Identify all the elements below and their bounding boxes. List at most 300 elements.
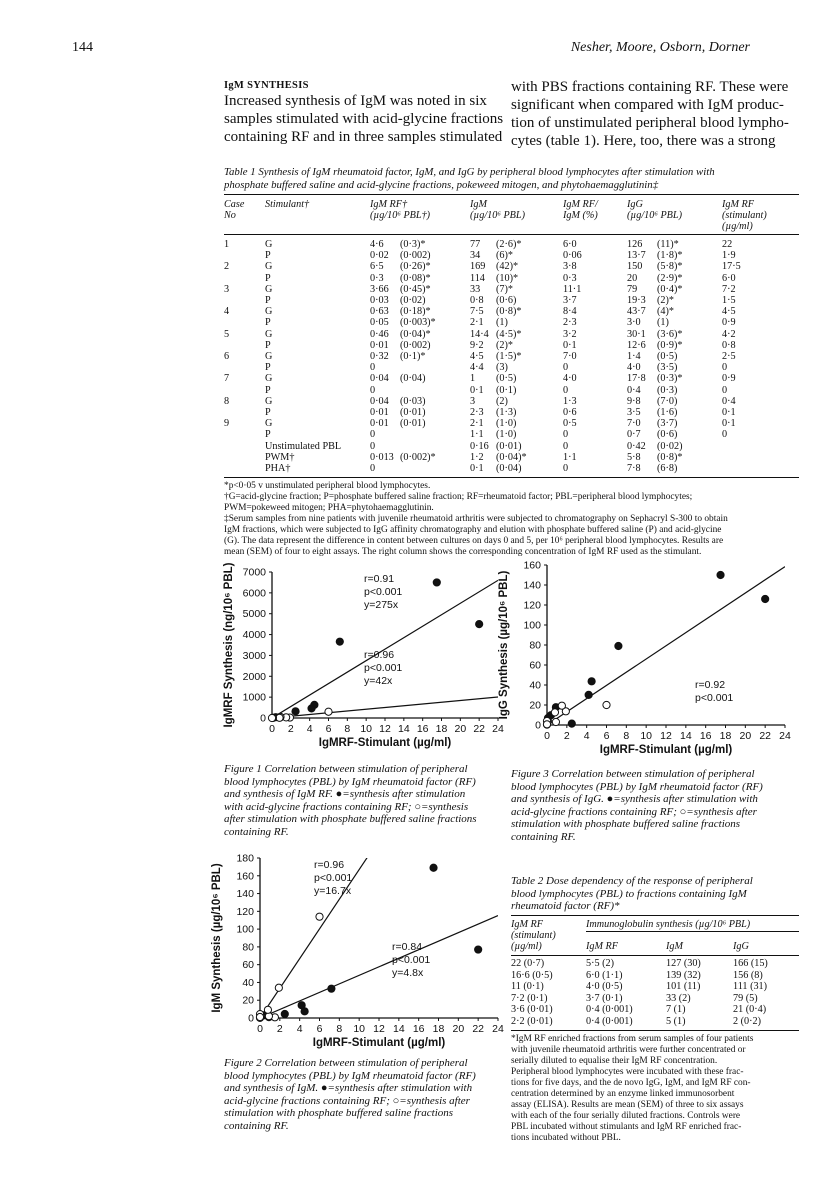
text-line: Increased synthesis of IgM was noted in six: [224, 93, 487, 109]
table-cell-stimconc: 0·4: [722, 395, 736, 407]
header-line: IgM (%): [563, 210, 598, 221]
table-row: [224, 396, 799, 407]
table-cell-stimconc: 0·1: [722, 418, 736, 430]
y-tick-label: 0: [535, 719, 541, 732]
table-cell-ratio: 7·0: [563, 351, 577, 363]
x-tick-label: 10: [360, 723, 373, 735]
x-tick-label: 18: [435, 723, 448, 735]
x-tick-label: 6: [316, 1023, 323, 1035]
table-cell-rf: 5·5 (2): [586, 958, 615, 969]
table-row: [224, 340, 799, 351]
table-row: [224, 329, 799, 340]
table-cell-igm-sem: (1): [496, 317, 508, 329]
fit-annotation: r=0.96: [314, 859, 345, 871]
table-cell-igm-sem: (0·01): [496, 440, 522, 452]
x-tick-label: 4: [296, 1023, 303, 1035]
table-cell-case: 7: [224, 373, 230, 385]
data-point-filled: [430, 864, 437, 871]
fit-annotation: p<0.001: [314, 872, 353, 884]
footnote-line: ‡Serum samples from nine patients with juvenile rheumatoid arthritis were subjected to chromatography on Sephacryl S-300 to obtain: [224, 514, 728, 524]
header-line: Case: [224, 199, 245, 210]
y-tick-label: 140: [523, 579, 541, 592]
data-point-filled: [298, 1002, 305, 1009]
table-cell-case: 2: [224, 261, 230, 273]
fit-annotation: y=42x: [364, 675, 393, 687]
table-cell-stimconc: [722, 452, 799, 463]
footnote-line: (G). The data represent the difference in content between cultures on days 0 and 5, per 10⁶ peripheral blood lymphocytes. Results are: [224, 536, 724, 546]
x-tick-label: 8: [344, 723, 351, 735]
footnote-line: mean (SEM) of four to eight assays. The right column shows the corresponding concentration of IgM RF used as the stimulant.: [224, 547, 702, 557]
table-row: [224, 418, 799, 429]
table-cell-stim: 16·6 (0·5): [511, 969, 553, 981]
table-cell-stim: G: [265, 328, 273, 340]
table-cell-igm: 139 (32): [666, 969, 701, 981]
table-cell-rf-sem: (0·04): [400, 373, 426, 385]
table-row: [224, 250, 799, 261]
table-cell-igm: 77: [470, 239, 481, 250]
data-point-filled: [717, 571, 724, 578]
fit-annotation: r=0.84: [392, 941, 423, 953]
table-cell-stim: Unstimulated PBL: [265, 440, 342, 452]
data-point-open: [256, 1013, 263, 1020]
y-tick-label: 20: [529, 699, 541, 712]
table-cell-ratio: 8·4: [563, 306, 577, 318]
table-cell-stim: G: [265, 239, 273, 250]
fit-annotation: r=0.96: [364, 649, 395, 661]
x-tick-label: 20: [452, 1023, 465, 1035]
table-cell-ratio: 0: [563, 440, 569, 452]
table-cell-igm: 34: [470, 250, 481, 262]
table-cell-stim: P: [265, 384, 271, 396]
table2-group-rule: [586, 931, 799, 932]
table-cell-case: [224, 429, 265, 440]
table-cell-igg-sem: (5·8)*: [657, 261, 683, 273]
table-cell-rf-sem: [400, 429, 470, 440]
table-cell-igm: 0·16: [470, 440, 489, 452]
table2-top-rule: [511, 915, 799, 916]
t2-col-igmrf: IgM RF: [586, 941, 618, 952]
table-cell-rf: 6·5: [370, 261, 384, 273]
y-tick-label: 140: [236, 888, 254, 901]
caption-line: with acid-glycine fractions containing RF; ○=synthesis: [224, 800, 469, 813]
table-cell-rf-sem: (0·002): [400, 250, 431, 262]
t2-col-igg: IgG: [733, 941, 749, 952]
caption-line: Table 2 Dose dependency of the response of peripheral: [511, 875, 753, 887]
table2-bottom-rule: [511, 1030, 799, 1031]
table-cell-case: [224, 273, 265, 284]
table-cell-stim: P: [265, 317, 271, 329]
table-row: [511, 981, 799, 993]
caption-line: blood lymphocytes (PBL) by IgM rheumatoid factor (RF): [511, 780, 763, 793]
table-cell-igg-sem: (0·5): [657, 351, 678, 363]
table-cell-rf-sem: (0·18)*: [400, 306, 431, 318]
table-row: [224, 295, 799, 306]
table-cell-rf: 0·02: [370, 250, 389, 262]
table-row: [224, 407, 799, 418]
t1-col-igmrf: [370, 199, 430, 221]
y-tick-label: 80: [242, 941, 254, 954]
table-cell-igg-sem: (0·4)*: [657, 283, 683, 295]
table-cell-rf-sem: (0·01): [400, 418, 426, 430]
table-cell-rf: 0·3: [370, 272, 384, 284]
table-cell-igg: 4·0: [627, 362, 641, 374]
table-cell-stim: P: [265, 429, 271, 441]
x-tick-label: 18: [719, 730, 732, 742]
table-cell-stim: P: [265, 295, 271, 307]
table-cell-case: [224, 463, 265, 474]
table-cell-igg-sem: (11)*: [657, 239, 679, 250]
table-cell-stim: P: [265, 362, 271, 374]
table-cell-igg-sem: (6·8): [657, 463, 678, 475]
data-point-filled: [585, 691, 592, 698]
table-cell-igg-sem: (1·8)*: [657, 250, 683, 262]
table-cell-rf-sem: (0·003)*: [400, 317, 436, 329]
table-cell-case: [224, 452, 265, 463]
table-cell-igm-sem: (0·04): [496, 463, 522, 475]
x-tick-label: 0: [544, 730, 550, 742]
table-cell-igg: 20: [627, 272, 638, 284]
footnote-line: centration determined by an enzyme linked immunosorbent: [511, 1089, 735, 1099]
y-tick-label: 3000: [242, 649, 266, 662]
table2: [511, 958, 799, 1027]
fit-annotation: p<0.001: [364, 662, 403, 674]
table1-footnotes: [224, 481, 804, 558]
table-cell-stimconc: 0·9: [722, 317, 736, 329]
left-column-text: [224, 92, 506, 146]
table-cell-rf: 4·6: [370, 239, 384, 250]
table-cell-case: [224, 295, 265, 306]
x-tick-label: 20: [739, 730, 752, 742]
table-cell-case: [224, 317, 265, 328]
running-head-authors: Nesher, Moore, Osborn, Dorner: [570, 40, 750, 55]
table-cell-igm-sem: (4·5)*: [496, 328, 522, 340]
fit-annotation: y=4.8x: [392, 967, 424, 979]
x-tick-label: 24: [492, 723, 504, 735]
x-tick-label: 16: [412, 1023, 425, 1035]
caption-line: and synthesis of IgM. ●=synthesis after stimulation with: [224, 1082, 473, 1094]
table-cell-igm: 1: [470, 373, 476, 385]
table-cell-igm-sem: (1·0): [496, 429, 517, 441]
fit-annotation: y=275x: [364, 599, 399, 611]
table-cell-igg-sem: (0·8)*: [657, 451, 683, 463]
x-axis-label: IgMRF-Stimulant (µg/ml): [599, 744, 733, 756]
table-cell-igm-sem: (0·5): [496, 373, 517, 385]
table-cell-ratio: 0·06: [563, 250, 582, 262]
fit-annotation: p<0.001: [392, 954, 431, 966]
x-tick-label: 2: [563, 730, 570, 742]
text-line: samples stimulated with acid-glycine fractions: [224, 111, 504, 127]
table-cell-igg: 0·7: [627, 429, 641, 441]
table-cell-rf: 0·03: [370, 295, 389, 307]
table-cell-ratio: 0·6: [563, 407, 577, 419]
t1-col-stimconc: [722, 199, 767, 232]
table-cell-stimconc: 4·2: [722, 328, 736, 340]
table-cell-igg: 126: [627, 239, 643, 250]
data-point-open: [275, 984, 282, 991]
table-cell-igg-sem: (2)*: [657, 295, 674, 307]
fit-annotation: p<0.001: [364, 586, 403, 598]
x-tick-label: 4: [306, 723, 313, 735]
table-cell-igm: 0·1: [470, 384, 484, 396]
x-tick-label: 0: [269, 723, 275, 735]
y-tick-label: 60: [242, 959, 254, 972]
table-cell-rf: 0: [370, 463, 376, 475]
x-tick-label: 24: [492, 1023, 504, 1035]
table-cell-igm: 4·4: [470, 362, 484, 374]
y-tick-label: 80: [529, 639, 541, 652]
y-tick-label: 100: [236, 923, 254, 936]
y-tick-label: 7000: [242, 566, 266, 579]
table-cell-stim: 11 (0·1): [511, 981, 544, 992]
table-cell-ratio: 0: [563, 362, 569, 374]
table-cell-rf-sem: (0·002)*: [400, 451, 436, 463]
y-tick-label: 20: [242, 994, 254, 1007]
table-cell-rf: 0·01: [370, 339, 389, 351]
header-line: IgM RF: [722, 199, 754, 210]
figure2-caption: [224, 1057, 506, 1132]
table-cell-rf-sem: (0·3)*: [400, 239, 426, 250]
caption-line: blood lymphocytes (PBL) by IgM rheumatoid factor (RF): [224, 1069, 476, 1082]
t1-col-stimulant: [265, 199, 309, 210]
figure3-caption: [511, 768, 799, 843]
figure1-chart: [214, 560, 509, 760]
table-cell-case: 9: [224, 418, 230, 430]
x-tick-label: 12: [379, 723, 391, 735]
t1-col-igg: [627, 199, 682, 221]
regression-line: [547, 567, 785, 725]
text-line: with PBS fractions containing RF. These were: [511, 79, 789, 95]
table-cell-igm: 7 (1): [666, 1004, 686, 1015]
table-cell-igm: 14·4: [470, 328, 489, 340]
table-cell-case: [224, 340, 265, 351]
table-cell-rf-sem: [400, 362, 470, 373]
header-line: (µg/10⁶ PBL†): [370, 210, 431, 221]
y-tick-label: 60: [529, 659, 541, 672]
table-cell-igg-sem: (0·9)*: [657, 339, 683, 351]
table-cell-igm-sem: (42)*: [496, 261, 519, 273]
data-point-open: [268, 714, 275, 721]
table1: [224, 239, 799, 474]
table-cell-igm: 7·5: [470, 306, 484, 318]
table-cell-igm: 33 (2): [666, 992, 691, 1004]
table-cell-rf: 0·01: [370, 418, 389, 430]
y-tick-label: 120: [523, 599, 541, 612]
table2-header-rule: [511, 955, 799, 956]
table-cell-ratio: 3·2: [563, 328, 577, 340]
table-cell-stimconc: 1·9: [722, 250, 736, 262]
x-tick-label: 22: [472, 1023, 485, 1035]
caption-line: after stimulation with phosphate buffered saline fractions: [224, 813, 477, 825]
table2-body: [511, 958, 799, 1027]
table-cell-rf: 0·013: [370, 451, 394, 463]
table-cell-igm-sem: (3): [496, 362, 508, 374]
y-tick-label: 100: [523, 619, 541, 632]
table-row: [224, 385, 799, 396]
x-tick-label: 22: [759, 730, 772, 742]
table-cell-stimconc: [722, 441, 799, 452]
table-cell-igg: 0·4: [627, 384, 641, 396]
header-line: (µg/ml): [722, 221, 753, 232]
table-cell-igg: 3·0: [627, 317, 641, 329]
header-line: IgM RF: [511, 919, 543, 930]
x-tick-label: 14: [679, 730, 692, 742]
table-cell-rf: 0·46: [370, 328, 389, 340]
table-cell-igm-sem: (1·0): [496, 418, 517, 430]
table-row: [224, 351, 799, 362]
data-point-filled: [588, 678, 595, 685]
header-line: Stimulant†: [265, 199, 310, 210]
data-point-open: [316, 913, 323, 920]
table1-body: [224, 239, 799, 474]
table-cell-igm-sem: (1·5)*: [496, 351, 522, 363]
table-cell-rf: 0·05: [370, 317, 389, 329]
caption-line: containing RF.: [511, 830, 576, 843]
table-cell-stim: P: [265, 339, 271, 351]
table-row: [511, 993, 799, 1005]
table-cell-igg-sem: (3·6)*: [657, 328, 683, 340]
y-tick-label: 2000: [242, 670, 266, 683]
caption-line: and synthesis of IgG. ●=synthesis after stimulation with: [511, 793, 758, 805]
table-cell-stim: P: [265, 250, 271, 262]
table-cell-stim: G: [265, 351, 273, 363]
table-cell-igg: 30·1: [627, 328, 646, 340]
table-cell-rf: 6·0 (1·1): [586, 969, 623, 981]
figure3-chart: [498, 559, 800, 765]
table-row: [224, 373, 799, 384]
data-point-filled: [433, 579, 440, 586]
table1-caption: [224, 166, 799, 191]
fit-annotation: r=0.91: [364, 573, 395, 585]
table-cell-rf-sem: [400, 441, 470, 452]
table-row: [511, 1016, 799, 1028]
table-cell-igg-sem: (1): [657, 317, 669, 329]
text-line: significant when compared with IgM produc-: [511, 97, 784, 113]
table-cell-rf-sem: (0·02): [400, 295, 426, 307]
data-point-filled: [281, 1010, 288, 1017]
table-cell-igg: 111 (31): [733, 981, 768, 992]
y-tick-label: 40: [242, 976, 254, 989]
y-tick-label: 40: [529, 679, 541, 692]
x-tick-label: 12: [373, 1023, 385, 1035]
table-row: [224, 284, 799, 295]
table-cell-stim: 7·2 (0·1): [511, 992, 548, 1004]
caption-line: acid-glycine fractions containing RF; ○=synthesis after: [511, 805, 757, 818]
table-cell-stimconc: 0: [722, 384, 728, 396]
table-cell-igm-sem: (2): [496, 395, 508, 407]
table-cell-case: 8: [224, 395, 230, 407]
table-row: [224, 317, 799, 328]
data-point-filled: [308, 705, 315, 712]
t1-col-case: [224, 199, 244, 221]
table-cell-stim: G: [265, 306, 273, 318]
footnote-line: †G=acid-glycine fraction; P=phosphate buffered saline fraction; RF=rheumatoid factor; PBL=peripheral blood lymphocytes;: [224, 492, 693, 502]
data-point-open: [551, 709, 558, 716]
table-cell-stim: P: [265, 272, 271, 284]
table-row: [511, 958, 799, 970]
table-cell-igg-sem: (3·5): [657, 362, 678, 374]
table-cell-igg: 43·7: [627, 306, 646, 318]
table-cell-rf: 0: [370, 429, 376, 441]
caption-line: Figure 1 Correlation between stimulation of peripheral: [224, 763, 468, 775]
t2-group-header: Immunoglobulin synthesis (µg/10⁶ PBL): [586, 919, 751, 930]
x-tick-label: 2: [276, 1023, 283, 1035]
x-tick-label: 4: [583, 730, 590, 742]
caption-line: Figure 2 Correlation between stimulation of peripheral: [224, 1057, 468, 1069]
table-cell-rf: 0·4 (0·001): [586, 1004, 633, 1015]
table-cell-igg: 1·4: [627, 351, 641, 363]
caption-line: containing RF.: [224, 825, 289, 838]
x-tick-label: 14: [397, 723, 410, 735]
table-cell-igg-sem: (3·7): [657, 418, 678, 430]
t2-col-igm: IgM: [666, 941, 683, 952]
table-cell-ratio: 11·1: [563, 283, 582, 295]
data-point-open: [552, 718, 559, 725]
table1-bottom-rule: [224, 477, 799, 478]
table-cell-igg: 2 (0·2): [733, 1015, 762, 1027]
footnote-line: with each of the four serially diluted fractions. Controls were: [511, 1111, 741, 1121]
data-point-open: [325, 708, 332, 715]
table-cell-igg: 150: [627, 261, 643, 273]
table2-caption: [511, 875, 799, 913]
table-cell-igm: 0·1: [470, 463, 484, 475]
table-cell-igm: 127 (30): [666, 958, 701, 969]
text-line: tion of unstimulated peripheral blood lympho-: [511, 115, 789, 131]
t1-col-ratio: [563, 199, 598, 221]
data-point-filled: [762, 595, 769, 602]
table-cell-case: 4: [224, 306, 230, 318]
caption-line: acid-glycine fractions containing RF; ○=synthesis after: [224, 1094, 470, 1107]
table-cell-ratio: 0: [563, 463, 569, 475]
t2-col-stimulant: [511, 919, 556, 952]
header-line: (stimulant): [722, 210, 767, 221]
table-cell-ratio: 3·7: [563, 295, 577, 307]
header-line: IgM RF/: [563, 199, 598, 210]
table-cell-igm: 3: [470, 395, 476, 407]
table-cell-stimconc: 0·8: [722, 339, 736, 351]
figure2-chart: [211, 848, 509, 1053]
table-cell-case: [224, 250, 265, 261]
table-cell-stim: PWM†: [265, 451, 295, 463]
y-tick-label: 120: [236, 905, 254, 918]
table-cell-igg: 7·0: [627, 418, 641, 430]
header-line: (stimulant): [511, 930, 556, 941]
data-point-filled: [328, 985, 335, 992]
table-cell-ratio: 1·3: [563, 395, 577, 407]
table-cell-igm: 101 (11): [666, 981, 701, 992]
table-cell-case: 1: [224, 239, 230, 250]
table-cell-case: [224, 385, 265, 396]
text-line: containing RF and in three samples stimulated: [224, 129, 503, 145]
table-row: [224, 273, 799, 284]
table-row: [224, 239, 799, 250]
table-cell-stim: G: [265, 373, 273, 385]
table-cell-ratio: 0: [563, 429, 569, 441]
table-cell-igm: 5 (1): [666, 1015, 686, 1027]
table-cell-rf-sem: (0·08)*: [400, 272, 431, 284]
footnote-line: PWM=pokeweed mitogen; PHA=phytohaemagglutinin.: [224, 503, 434, 513]
table-cell-stim: 2·2 (0·01): [511, 1015, 553, 1027]
data-point-open: [558, 702, 565, 709]
y-axis-label: IgG Synthesis (µg/10⁶ PBL): [498, 570, 510, 720]
table-row: [224, 362, 799, 373]
table-cell-rf: 0·4 (0·001): [586, 1015, 633, 1027]
regression-line: [272, 697, 498, 718]
table-cell-igg: 19·3: [627, 295, 646, 307]
table-cell-ratio: 4·0: [563, 373, 577, 385]
table-cell-igm-sem: (0·8)*: [496, 306, 522, 318]
table-cell-stim: PHA†: [265, 463, 291, 475]
x-tick-label: 24: [779, 730, 791, 742]
